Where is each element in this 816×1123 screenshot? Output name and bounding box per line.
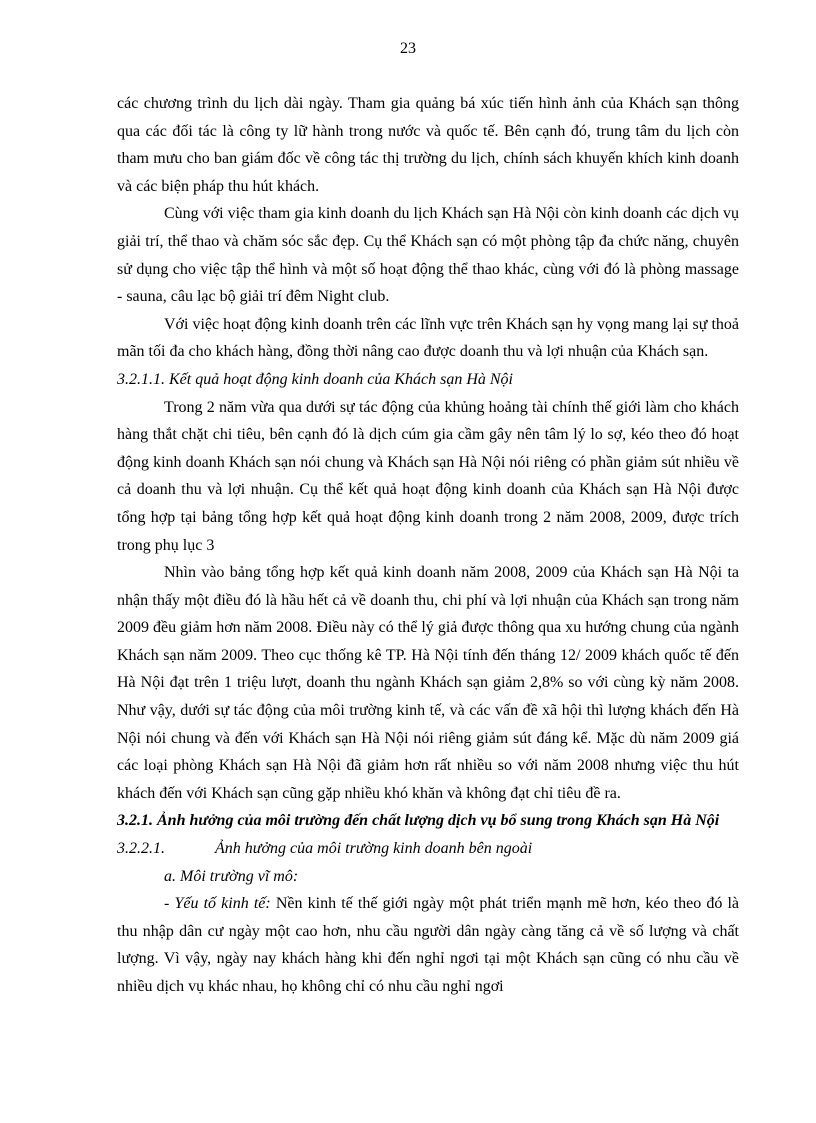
- section-number: 3.2.2.1.: [117, 840, 165, 858]
- paragraph-6-text: Nền kinh tế thế giới ngày một phát triển mạnh mẽ hơn, kéo theo đó là thu nhập dân cư ngày một cao hơn, nhu cầu người dân ngày càng tăng cả về số lượng và chất lượng. Vì vậy, ngày nay khách hàng khi đến nghỉ ngơi tại một Khách sạn cũng có nhu cầu về nhiều dịch vụ khác nhau, họ không chỉ có nhu cầu nghỉ ngơi: [117, 895, 740, 995]
- section-title: Ảnh hưởng của môi trường kinh doanh bên ngoài: [215, 840, 533, 858]
- paragraph-5: Nhìn vào bảng tổng hợp kết quả kinh doanh năm 2008, 2009 của Khách sạn Hà Nội ta nhận thấy một điều đó là hầu hết cả về doanh thu, chi phí và lợi nhuận của Khách sạn trong năm 2009 đều giảm hơn năm 2008. Điều này có thể lý giả được thông qua xu hướng chung của ngành Khách sạn năm 2009. Theo cục thống kê TP. Hà Nội tính đến tháng 12/ 2009 khách quốc tế đến Hà Nội đạt trên 1 triệu lượt, doanh thu ngành Khách sạn giảm 2,8% so với cùng kỳ năm 2008. Như vậy, dưới sự tác động của môi trường kinh tế, và các vấn đề xã hội thì lượng khách đến Hà Nội nói chung và đến với Khách sạn Hà Nội nói riêng giảm sút đáng kể. Mặc dù năm 2009 giá các loại phòng Khách sạn Hà Nội đã giảm hơn rất nhiều so với năm 2008 nhưng việc thu hút khách đến với Khách sạn cũng gặp nhiều khó khăn và không đạt chỉ tiêu đề ra.: [117, 564, 739, 802]
- paragraph-4: Trong 2 năm vừa qua dưới sự tác động của khủng hoảng tài chính thế giới làm cho khách hàng thắt chặt chi tiêu, bên cạnh đó là dịch cúm gia cầm gây nên tâm lý lo sợ, kéo theo đó hoạt động kinh doanh Khách sạn nói chung và Khách sạn Hà Nội nói riêng có phần giảm sút nhiều về cả doanh thu và lợi nhuận. Cụ thể kết quả hoạt động kinh doanh của Khách sạn Hà Nội được tổng hợp tại bảng tổng hợp kết quả hoạt động kinh doanh trong 2 năm 2008, 2009, được trích trong phụ lục 3: [117, 398, 739, 554]
- paragraph-1: các chương trình du lịch dài ngày. Tham gia quảng bá xúc tiến hình ảnh của Khách sạn thông qua các đối tác là công ty lữ hành trong nước và quốc tế. Bên cạnh đó, trung tâm du lịch còn tham mưu cho ban giám đốc về công tác thị trường du lịch, chính sách khuyến khích kinh doanh và các biện pháp thu hút khách.: [117, 95, 739, 195]
- section-heading-3-2-1: 3.2.1. Ảnh hưởng của môi trường đến chất lượng dịch vụ bổ sung trong Khách sạn Hà Nội: [117, 812, 720, 830]
- subsection-heading-a: a. Môi trường vĩ mô:: [164, 867, 299, 885]
- paragraph-3: Với việc hoạt động kinh doanh trên các lĩnh vực trên Khách sạn hy vọng mang lại sự thoả mãn tối đa cho khách hàng, đồng thời nâng cao được doanh thu và lợi nhuận của Khách sạn.: [117, 315, 739, 361]
- bullet-dash: -: [164, 895, 175, 913]
- paragraph-6-label: Yếu tố kinh tế:: [174, 895, 271, 913]
- paragraph-6: [117, 890, 739, 1000]
- document-body: [117, 90, 739, 1001]
- page-number: 23: [400, 40, 416, 57]
- paragraph-2: Cùng với việc tham gia kinh doanh du lịch Khách sạn Hà Nội còn kinh doanh các dịch vụ giải trí, thể thao và chăm sóc sắc đẹp. Cụ thể Khách sạn có một phòng tập đa chức năng, chuyên sử dụng cho việc tập thể hình và một số hoạt động thể thao khác, cùng với đó là phòng massage - sauna, câu lạc bộ giải trí đêm Night club.: [117, 205, 739, 306]
- section-heading-3-2-2-1: [117, 835, 739, 863]
- section-heading-3-2-1-1: 3.2.1.1. Kết quả hoạt động kinh doanh của Khách sạn Hà Nội: [117, 370, 513, 388]
